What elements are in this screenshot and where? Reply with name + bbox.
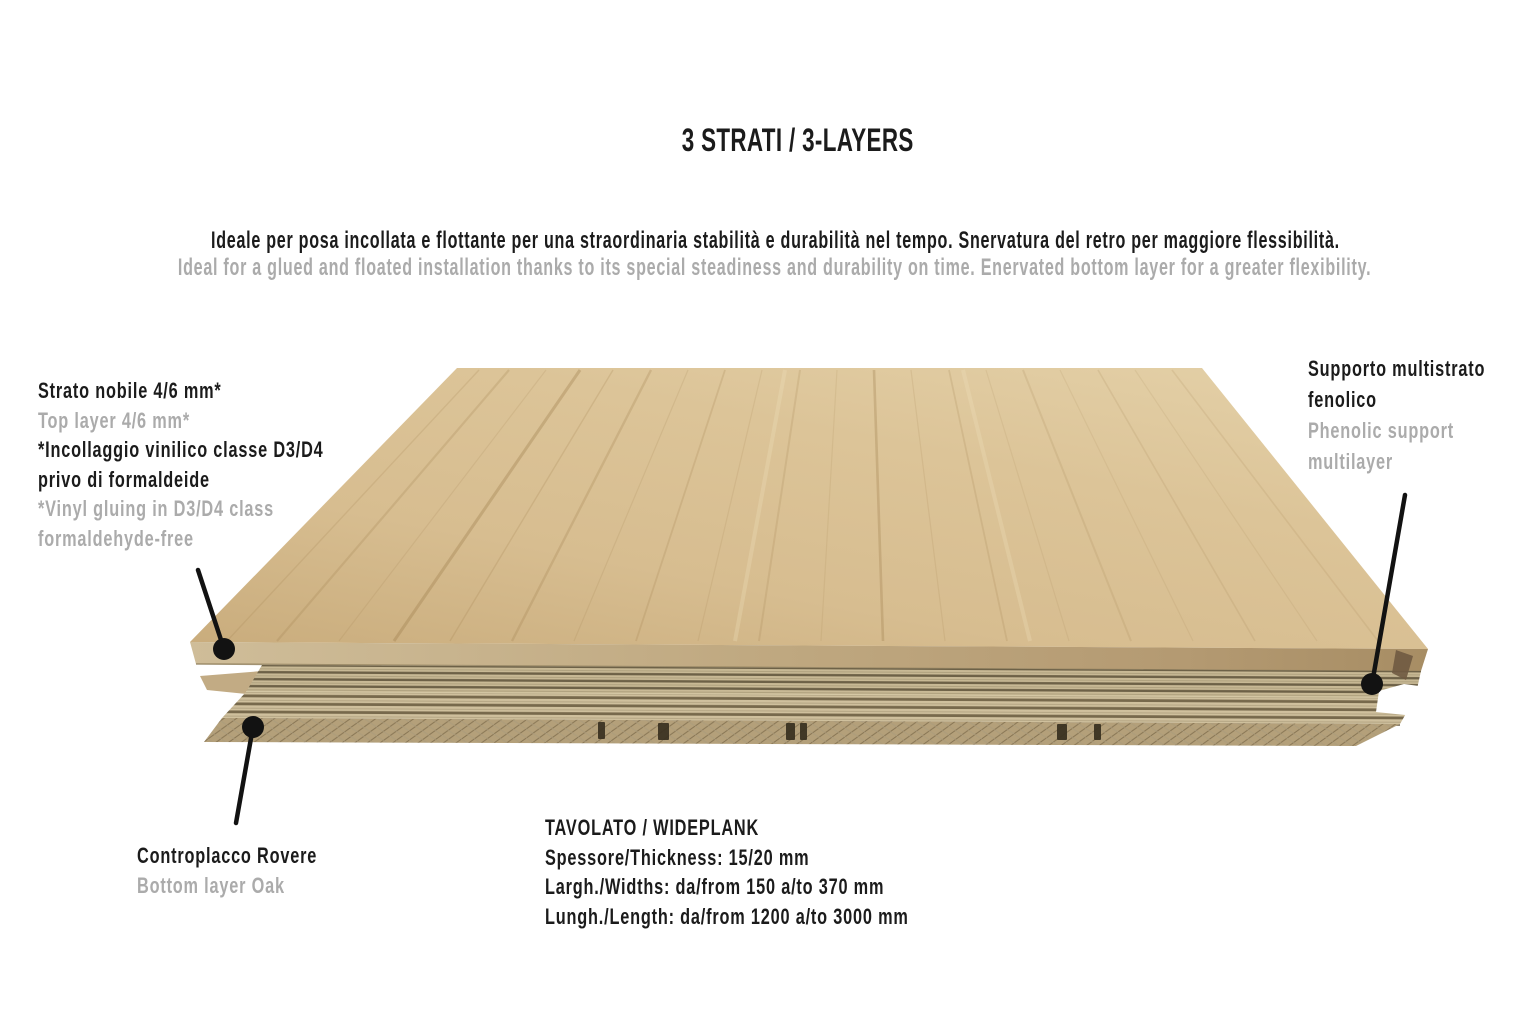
specs-thickness: Spessore/Thickness: 15/20 mm: [545, 844, 810, 870]
top-layer-note-it-1: *Incollaggio vinilico classe D3/D4: [38, 437, 324, 462]
top-layer-note-en-2: formaldehyde-free: [38, 525, 194, 551]
support-name-it-2: fenolico: [1308, 387, 1377, 412]
specs-block: [545, 813, 1036, 931]
page-title: 3 STRATI / 3-LAYERS: [682, 122, 914, 158]
leader-dot-top-layer: [213, 638, 235, 660]
support-name-en-2: multilayer: [1308, 449, 1394, 474]
leader-dot-support: [1361, 673, 1383, 695]
annotation-top-layer: [38, 376, 424, 553]
intro-text-english: Ideal for a glued and floated installation thanks to its special steadiness and durability on time. Enervated bottom layer for a greater flexibility.: [178, 254, 1372, 281]
top-layer-note-en-1: *Vinyl gluing in D3/D4 class: [38, 496, 275, 521]
intro-text-italian: Ideale per posa incollata e flottante per una straordinaria stabilità e durabilità nel tempo. Snervatura del retro per maggiore flessibilità.: [210, 227, 1340, 254]
top-layer-name-en: Top layer 4/6 mm*: [38, 407, 190, 433]
specs-widths: Largh./Widths: da/from 150 a/to 370 mm: [545, 874, 885, 899]
annotation-support: [1308, 353, 1531, 477]
annotation-bottom-layer: [137, 841, 380, 900]
specs-lengths: Lungh./Length: da/from 1200 a/to 3000 mm: [545, 903, 909, 929]
leader-dot-bottom-layer: [242, 716, 264, 738]
top-layer-name-it: Strato nobile 4/6 mm*: [38, 378, 222, 403]
top-layer-note-it-2: privo di formaldeide: [38, 466, 210, 492]
specs-heading: TAVOLATO / WIDEPLANK: [545, 815, 760, 840]
bottom-layer-name-it: Controplacco Rovere: [137, 843, 318, 868]
support-name-en-1: Phenolic support: [1308, 418, 1454, 443]
support-name-it-1: Supporto multistrato: [1308, 356, 1486, 381]
bottom-layer-name-en: Bottom layer Oak: [137, 872, 285, 898]
